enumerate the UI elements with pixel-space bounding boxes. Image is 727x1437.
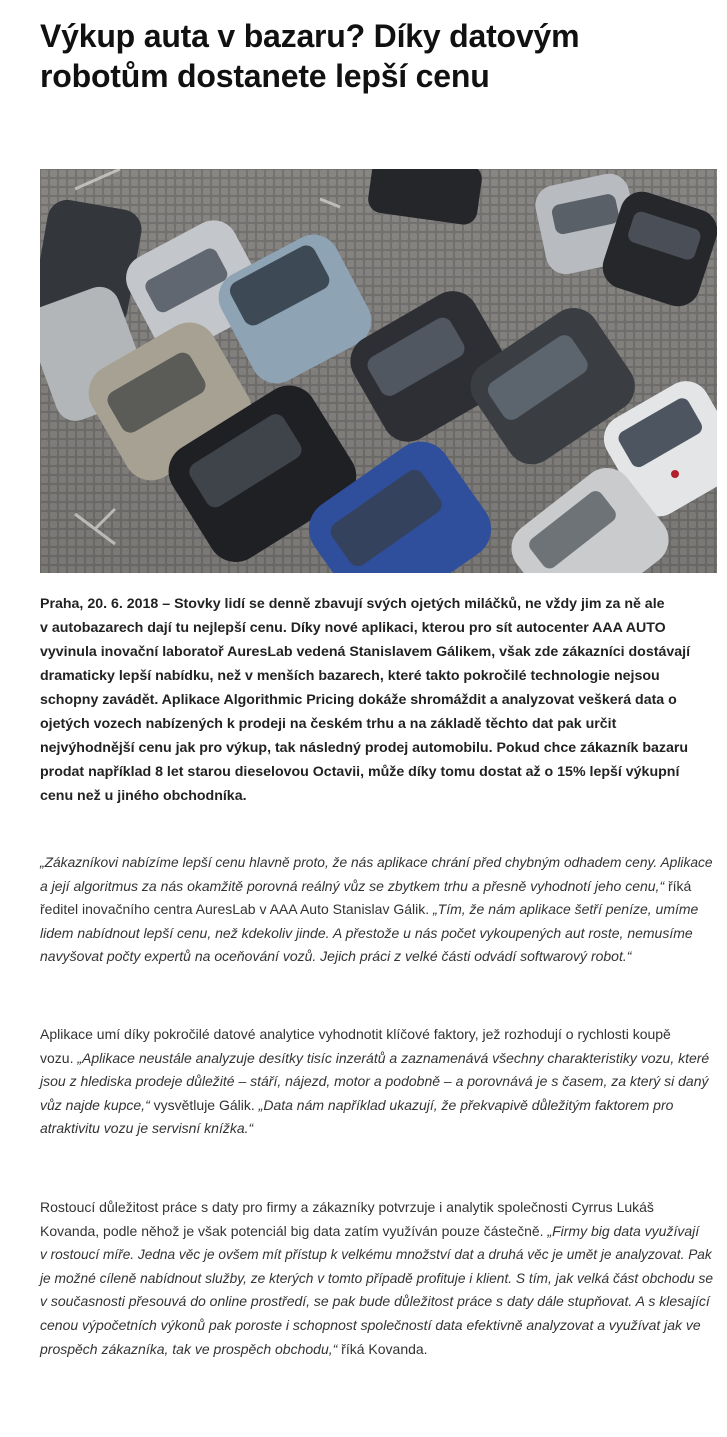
lede-line: schopny zavádět. Aplikace Algorithmic Pricing dokáže shromáždit a analyzovat veškerá data o [40,692,677,708]
lede-line: ojetých vozech nabízených k prodeji na českém trhu a na základě těchto dat pak určit [40,716,617,732]
quote-text: v rostoucí míře. Jedna věc je ovšem mít přístup k velkému množství dat a druhá věc je umět je analyzovat. Pak [40,1247,712,1263]
quote-text: jsou z hlediska prodeje důležité – stáří, nájezd, motor a podobně – a porovnává je s časem, za který si daný [40,1073,709,1090]
quote-text: cenou výpočetních výkonů pak poroste i schopnost společností data efektivně analyzovat a využívat jak ve [40,1316,701,1333]
paragraph-kovanda [40,1196,720,1361]
paragraph-analytics [40,1023,720,1141]
quote-text: v současnosti přesouvá do online prostředí, se pak bude důležitost práce s daty dále stupňovat. A s klesající [40,1293,710,1310]
quote-text: lidem nabídnout lepší cenu, než kdekoliv jinde. A přestože u nás počet vykoupených aut roste, nemusíme [40,924,693,941]
lede-line: prodat například 8 let starou dieselovou Octavii, může díky tomu dostat až o 15% lepší výkupní [40,764,680,780]
attribution-text: říká Kovanda. [337,1340,428,1357]
quote-text: atraktivitu vozu je servisní knížka.“ [40,1120,254,1137]
article-title [40,16,700,96]
lede-line: cenu než u jiného obchodníka. [40,788,247,804]
attribution-text: ředitel inovačního centra AuresLab v AAA Auto Stanislav Gálik. [40,901,434,918]
hero-image-parking-lot [40,169,717,573]
quote-text: navyšovat počty expertů na oceňování vozů. Jejich práci z velké části odvádí softwarový robot.“ [40,948,632,965]
quote-text: „Firmy big data využívají [547,1222,700,1239]
quote-text: „Tím, že nám aplikace šetří peníze, umíme [433,901,699,918]
attribution-text: vysvětluje Gálik. [149,1096,259,1113]
quote-text: je možné cíleně nabídnout služby, ze kterých v tomto případě profituje i klient. S tím, jak velká část obchodu se [40,1270,714,1286]
article-title-line: robotům dostanete lepší cenu [40,58,490,94]
quote-text: prospěch zákazníka, tak ve prospěch obchodu,“ [40,1340,338,1357]
attribution-text: říká [664,877,692,894]
lede-line: Praha, 20. 6. 2018 – Stovky lidí se denně zbavují svých ojetých miláčků, ne vždy jim za ně ale [40,596,665,612]
lede-line: vyvinula inovační laboratoř AuresLab vedená Stanislavem Gálikem, však zde zákazníci dostávají [40,644,691,660]
article-lede [40,592,720,808]
body-text: vozu. [40,1049,78,1066]
body-text: Aplikace umí díky pokročilé datové analytice vyhodnotit klíčové faktory, jež rozhodují o rychlosti koupě [40,1026,671,1042]
quote-text: a její algoritmus za nás okamžitě porovná reálný vůz se zbytkem trhu a přesně vyhodnotí jeho cenu,“ [40,877,665,894]
quote-text: „Zákazníkovi nabízíme lepší cenu hlavně proto, že nás aplikace chrání před chybným odhadem ceny. Aplikace [40,855,713,870]
lede-line: dramaticky lepší nabídku, než v menších bazarech, které takto pokročilé technologie nejsou [40,668,660,684]
parking-lot-photo [40,169,717,573]
article-title-line: Výkup auta v bazaru? Díky datovým [40,18,580,54]
body-text: Kovanda, podle něhož je však potenciál big data zatím využíván pouze částečně. [40,1222,548,1239]
body-text: Rostoucí důležitost práce s daty pro firmy a zákazníky potvrzuje i analytik společnosti Cyrrus Lukáš [40,1199,654,1215]
paragraph-galik-quote [40,851,720,969]
lede-line: v autobazarech dají tu nejlepší cenu. Díky nové aplikaci, kterou pro sít autocenter AAA AUTO [40,620,666,636]
quote-text: „Data nám například ukazují, že překvapivě důležitým faktorem pro [258,1096,674,1113]
quote-text: vůz najde kupce,“ [40,1096,150,1113]
lede-line: nejvýhodnější cenu jak pro výkup, tak následný prodej automobilu. Pokud chce zákazník bazaru [40,740,689,756]
quote-text: „Aplikace neustále analyzuje desítky tisíc inzerátů a zaznamenává všechny charakteristiky vozu, které [77,1049,710,1066]
